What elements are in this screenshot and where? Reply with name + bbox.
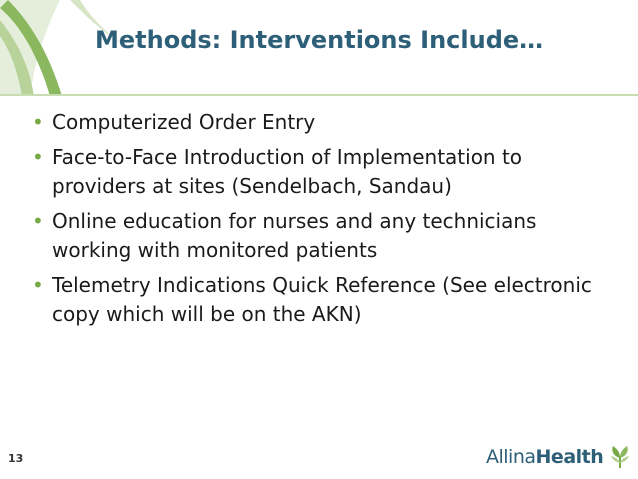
bullet-text: Face-to-Face Introduction of Implementation to providers at sites (Sendelbach, Sandau) (52, 145, 523, 198)
bullet-item (30, 271, 620, 329)
logo-text (486, 446, 603, 468)
leaf-logo-icon (607, 444, 633, 470)
page-number: 13 (8, 452, 24, 465)
bullet-icon: • (32, 145, 44, 169)
bullet-icon: • (32, 209, 44, 233)
logo-name-part2: Health (535, 446, 604, 468)
bullet-list (30, 108, 620, 335)
bullet-item (30, 143, 620, 201)
slide-title: Methods: Interventions Include… (95, 26, 544, 54)
bullet-text: Computerized Order Entry (52, 110, 316, 134)
title-divider (0, 94, 638, 96)
bullet-text: Telemetry Indications Quick Reference (See electronic copy which will be on the AKN) (52, 273, 592, 326)
bullet-text: Online education for nurses and any technicians working with monitored patients (52, 209, 537, 262)
bullet-item (30, 108, 620, 137)
bullet-icon: • (32, 273, 44, 297)
bullet-icon: • (32, 110, 44, 134)
title-bar (0, 0, 638, 96)
logo-name-part1: Allina (486, 446, 536, 468)
allina-health-logo (486, 442, 633, 472)
bullet-item (30, 207, 620, 265)
